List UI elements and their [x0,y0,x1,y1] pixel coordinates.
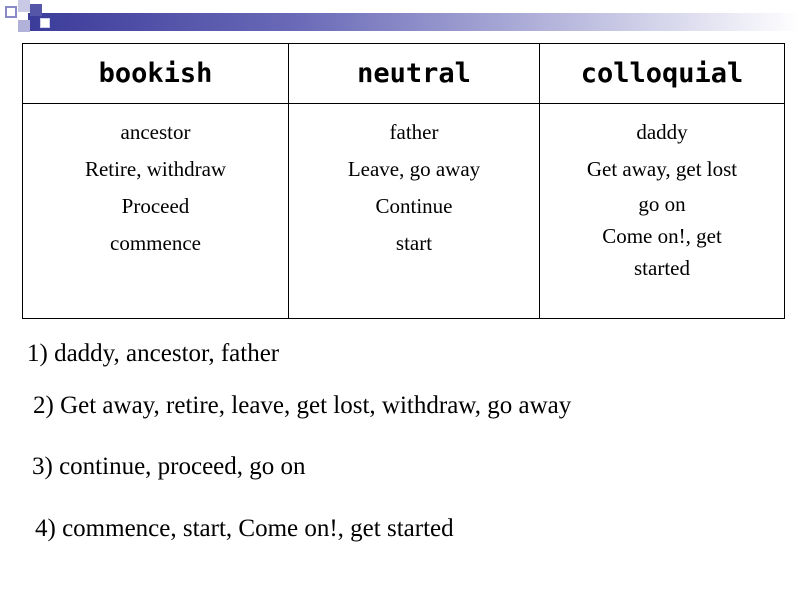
colloquial-word: Get away, get lost [586,157,738,181]
answer-line-3: 3) continue, proceed, go on [32,453,306,480]
decorative-square [30,4,42,16]
header-gradient-bar [28,13,800,31]
neutral-word: Continue [375,194,453,218]
colloquial-word: started [634,256,690,280]
neutral-cell [289,104,540,319]
colloquial-word: go on [638,192,686,216]
colloquial-word: daddy [636,120,688,144]
decorative-square [40,18,50,28]
answer-line-2: 2) Get away, retire, leave, get lost, withdraw, go away [33,392,572,419]
decorative-square [5,6,17,18]
decorative-square [18,0,30,12]
neutral-word: start [395,231,433,255]
header-colloquial: colloquial [540,44,785,104]
bookish-word: Proceed [121,194,190,218]
decorative-square [18,20,30,32]
neutral-word: father [389,120,439,144]
table-row [23,104,785,319]
colloquial-word: Come on!, get [602,224,722,248]
bookish-word: commence [110,231,201,255]
bookish-word: Retire, withdraw [84,157,227,181]
neutral-word: Leave, go away [347,157,481,181]
answer-line-4: 4) commence, start, Come on!, get started [35,515,454,542]
vocabulary-table [22,43,785,319]
answer-line-1: 1) daddy, ancestor, father [27,340,280,367]
bookish-cell [23,104,289,319]
table-header-row [23,44,785,104]
bookish-word: ancestor [120,120,191,144]
colloquial-cell [540,104,785,319]
header-bookish: bookish [23,44,289,104]
header-neutral: neutral [289,44,540,104]
